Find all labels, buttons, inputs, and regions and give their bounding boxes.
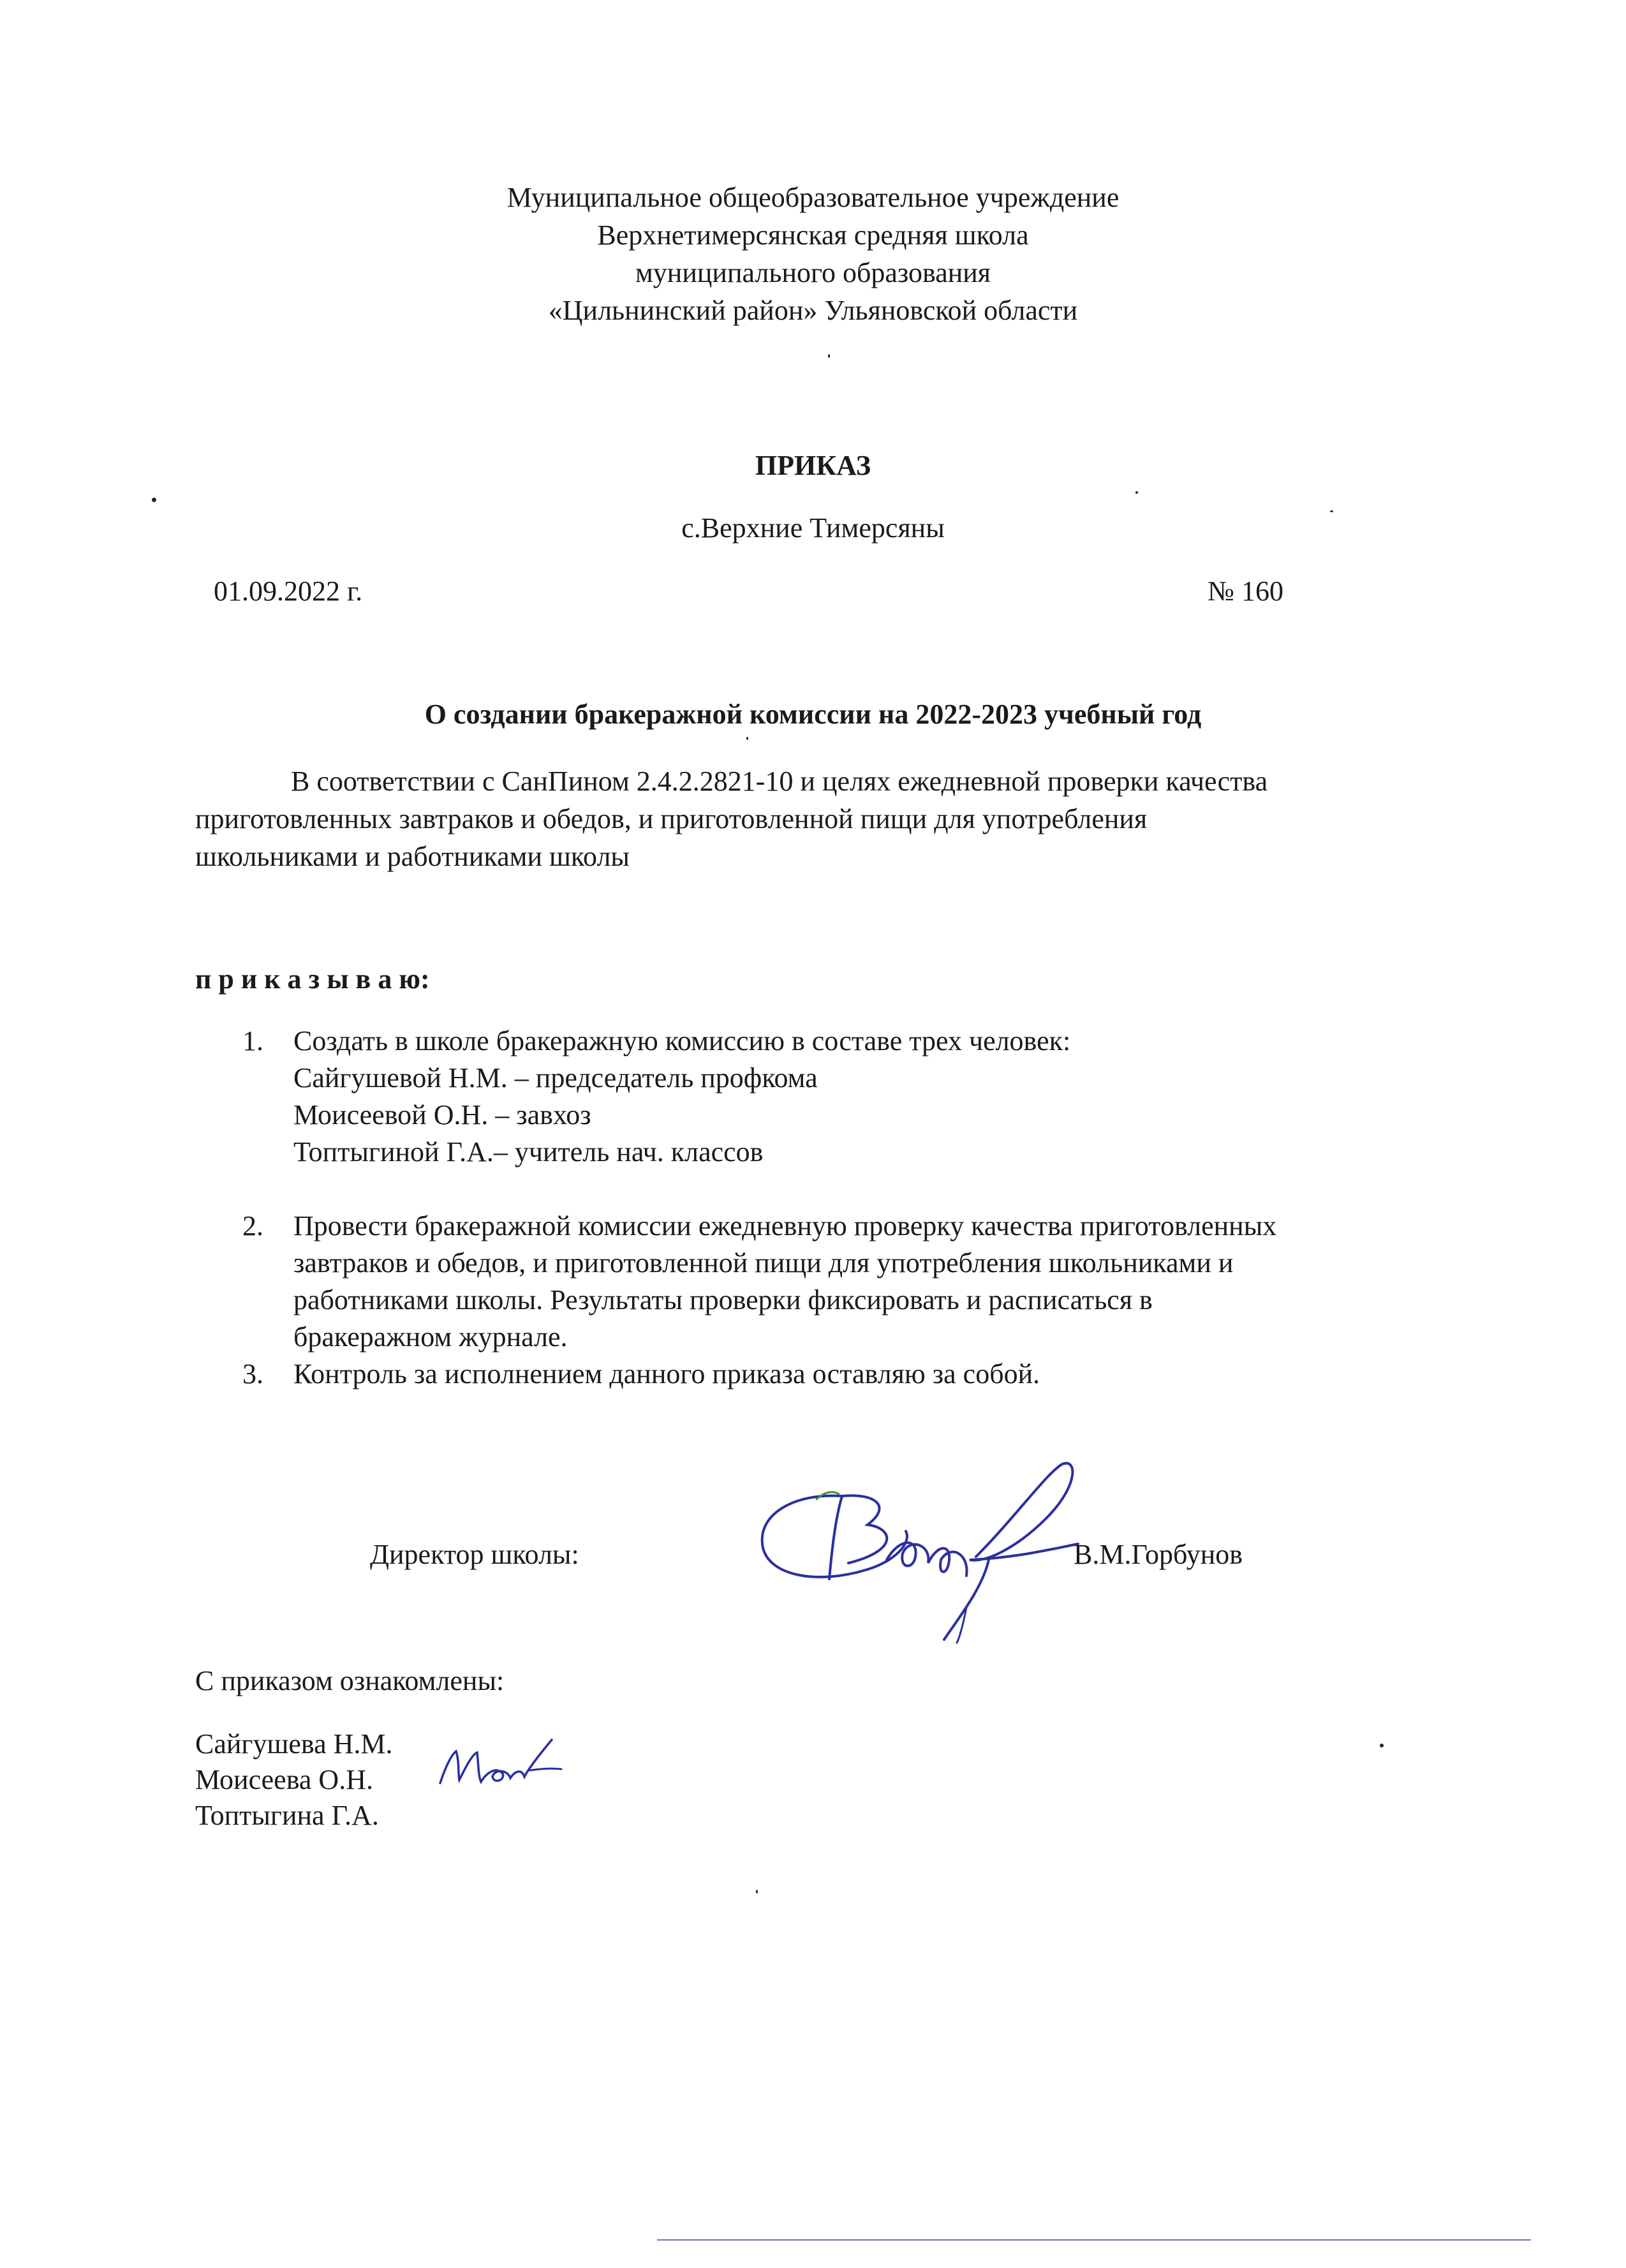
item-line: завтраков и обедов, и приготовленной пищи для употребления школьниками и: [293, 1247, 1234, 1279]
order-items-list: [223, 1023, 1435, 1393]
scan-speck: [828, 354, 830, 358]
header-line: «Цильнинский район» Ульяновской области: [548, 295, 1078, 326]
preamble-line: приготовленных завтраков и обедов, и приготовленной пищи для употребления: [195, 803, 1148, 834]
institution-header: [0, 179, 1626, 329]
preamble-line: В соответствии с СанПином 2.4.2.2821-10 и целях ежедневной проверки качества: [291, 766, 1268, 797]
item-line: Сайгушевой Н.М. – председатель профкома: [293, 1062, 818, 1093]
list-item: [223, 1208, 1435, 1356]
item-line: Моисеевой О.Н. – завхоз: [293, 1099, 591, 1130]
list-item: [223, 1023, 1435, 1171]
acknowledged-name: Моисеева О.Н.: [195, 1764, 373, 1795]
acknowledged-label: С приказом ознакомлены:: [195, 1665, 505, 1696]
order-place: с.Верхние Тимерсяны: [681, 512, 945, 544]
order-number: № 160: [1208, 575, 1283, 607]
item-line: Контроль за исполнением данного приказа оставляю за собой.: [293, 1358, 1040, 1390]
signature-name: В.М.Горбунов: [1074, 1539, 1243, 1570]
acknowledged-name: Топтыгина Г.А.: [195, 1800, 379, 1831]
preamble-line: школьниками и работниками школы: [195, 841, 630, 872]
scan-speck: [1135, 491, 1138, 494]
item-line: Топтыгиной Г.А.– учитель нач. классов: [293, 1136, 764, 1167]
scan-speck: [746, 737, 748, 740]
item-line: Создать в школе бракеражную комиссию в составе трех человек:: [293, 1025, 1071, 1056]
header-line: Муниципальное общеобразовательное учреждение: [506, 182, 1120, 213]
item-line: Провести бракеражной комиссии ежедневную проверку качества приготовленных: [293, 1210, 1277, 1241]
director-signature-image: [746, 1448, 1104, 1652]
header-line: Верхнетимерсянская средняя школа: [597, 219, 1029, 251]
order-title: ПРИКАЗ: [755, 450, 871, 481]
scan-speck: [1380, 1744, 1384, 1747]
scan-speck: [1330, 510, 1333, 512]
item-number: 3.: [242, 1358, 263, 1390]
order-word: п р и к а з ы в а ю:: [195, 963, 430, 995]
acknowledged-name: Сайгушева Н.М.: [195, 1728, 393, 1760]
signature-position: Директор школы:: [370, 1539, 579, 1570]
item-number: 1.: [242, 1025, 263, 1056]
scan-speck: [756, 1890, 758, 1894]
staff-signature-image: [434, 1732, 568, 1796]
list-item: [223, 1356, 1435, 1393]
header-line: муниципального образования: [635, 257, 991, 288]
item-line: бракеражном журнале.: [293, 1321, 568, 1353]
order-subject: О создании бракеражной комиссии на 2022-2023 учебный год: [424, 699, 1202, 730]
item-line: работниками школы. Результаты проверки фиксировать и расписаться в: [293, 1284, 1153, 1316]
order-date: 01.09.2022 г.: [214, 575, 363, 607]
item-number: 2.: [242, 1210, 263, 1241]
scan-edge-line: [657, 2239, 1531, 2241]
scan-speck: [152, 498, 156, 502]
